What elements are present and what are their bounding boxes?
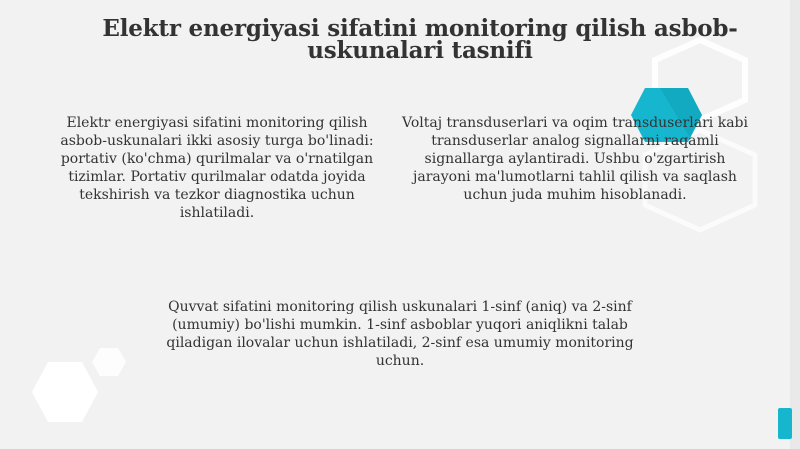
side-accent-tab [778,408,792,439]
right-edge-strip [790,0,800,449]
paragraph-device-classes: Quvvat sifatini monitoring qilish uskunalari 1-sinf (aniq) va 2-sinf (umumiy) bo'lishi mumkin. 1-sinf asboblar yuqori aniqlikni talab qiladigan ilovalar uchun ishlatiladi, 2-sinf esa umumiy monitoring uchun. [166,299,634,369]
hexagon-white-decor-small [92,348,126,376]
slide-title: Elektr energiyasi sifatini monitoring qilish asbob-uskunalari tasnifi [102,15,738,64]
hexagon-white-decor [32,362,98,422]
paragraph-transducers: Voltaj transduserlari va oqim transduserlari kabi transduserlar analog signallarni raqamli signallarga aylantiradi. Ushbu o'zgartirish jarayoni ma'lumotlarni tahlil qilish va saqlash uchun juda muhim hisoblanadi. [402,115,748,203]
paragraph-portable-devices: Elektr energiyasi sifatini monitoring qilish asbob-uskunalari ikki asosiy turga bo'linadi: portativ (ko'chma) qurilmalar va o'rnatilgan tizimlar. Portativ qurilmalar odatda joyida tekshirish va tezkor diagnostika uchun ishlatiladi. [60,115,374,221]
